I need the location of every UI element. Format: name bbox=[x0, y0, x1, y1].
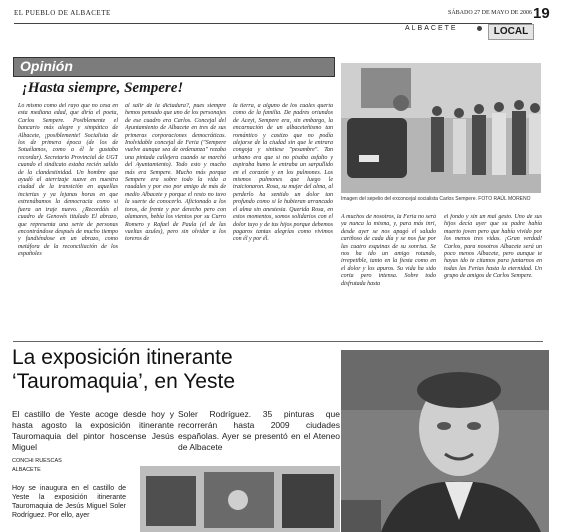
newspaper-name: EL PUEBLO DE ALBACETE bbox=[14, 9, 111, 17]
article-dek-right: Soler Rodríguez. 35 pinturas que recorrerán hasta 2009 ciudades españolas. Ayer se presentó en el Ateneo de Albacete bbox=[178, 409, 340, 452]
section-tag: LOCAL bbox=[488, 24, 534, 40]
paintings-photo bbox=[140, 466, 340, 532]
section-divider bbox=[13, 341, 543, 342]
section-bullet bbox=[477, 26, 482, 31]
article-body: Hoy se inaugura en el castillo de Yeste la exposición itinerante Tauromaquia de Jesús Miguel Soler Rodríguez. Por ello, ayer bbox=[12, 485, 126, 519]
opinion-column-4: A muchos de nosotros, la Feria no será ya nunca la misma, y, para más inri, desde ayer se nos apagó el saludo cariñoso de cada día y se nos fue por las cuatro esquinas de su sonrisa. Se nos ha ido un amigo rotundo, irrepetible, tanto en la fiesta como en el dolor y los apuros. Su vida ha sido corta pero intensa. Sobre todo disfrutada hasta bbox=[341, 214, 436, 287]
issue-date: SÁBADO 27 DE MAYO DE 2006 bbox=[448, 10, 532, 16]
opinion-column-5: el fondo y sin un mal gesto. Uno de sus hijos decía ayer que su padre había muerto joven pero que había vivido por los menos tres vidas. ¡Gran verdad! Carlos, para nosotros Albacete será un poco menos Albacete, pero aunque te hayas ido te citamos para juntarnos en todas las Ferias hasta la eternidad. Un grupo de amigos de Carlos Sempere. bbox=[444, 214, 542, 280]
painter-portrait bbox=[341, 350, 549, 532]
author-byline: CONCHI RUESCAS bbox=[12, 458, 62, 464]
opinion-title: ¡Hasta siempre, Sempere! bbox=[22, 80, 184, 96]
section-city: ALBACETE bbox=[405, 25, 458, 32]
article-headline: La exposición itinerante ‘Tauromaquia’, en Yeste bbox=[12, 346, 235, 393]
photo-caption: Imagen del sepelio del exconcejal socialista Carlos Sempere. FOTO RAÚL MORENO bbox=[341, 196, 531, 202]
opinion-column-3: la tierra, a alguno de los cuales quería como de la familia. De padres oriundos de Aceyt, Sempere era, sin embargo, la encarnación de un albaceteñismo tan romántico y castizo que no podía alejarse de la ciudad sin que le entrara congoja y sintiese "pesambre". Tan urbano era que si no pisaba asfalto y aspiraba humo le entraba un sarpullido en el corazón y en los pulmones. Los mismos pulmones que luego le traicionaron. Rosa, su mujer del alma, al perderlo ha sentido un dolor tan profundo como si le hubieran arrancado el alma sin anestesia. Querida Rosa, en estos momentos, somos solidarios con el dolor tuyo y de tus hijos porque debemos pagaros tantas alegrías como vivimos con él y por él. bbox=[233, 103, 333, 243]
opinion-column-1: Lo mismo como del rayo que no cesa en esta mediana edad, que diría el poeta, Carlos Sempere. Posiblemente el bancario más alegre y simpático de Albacete, ¡posiblemente! Socialista de los de primera época (de los de Sotuélamos, como a él le gustaba recordar). Secretario Provincial de UGT cuando el sindicato estaba recién salido de la clandestinidad. Un hombre que ayudó al aterrizaje suave en nuestra ciudad de la transición en aquellas inciertas y ya lejanas horas en que estrenábamos la democracia como si fuera un traje nuevo. ¿Recordáis el cuadro de Genovés titulado El abrazo, que representa una serie de personas encontrándose después de mucho tiempo y fundiéndose en un abrazo, como metáfora de la reconciliación de los españoles bbox=[18, 103, 118, 258]
opinion-column-2: al salir de la dictadura?, pues siempre hemos pensado que uno de los personajes de ese cuadro era Carlos. Concejal del Ayuntamiento de Albacete en tres de sus primeras corporaciones democráticas. Inolvidable concejal de Feria ("Sempere vuelve aunque sea de ordenanza" rezaba una pintada callejera cuando se marchó del Ayuntamiento). Todo esto y mucho más era Sempere. Mucho más porque Sempere era sobre todo la vida a raudales y por eso por amigo de más de medio Albacete y porque el resto no tuvo la suerte de conocerlo. Aficionado a los toros, de frente y por derecho pero con alamares, bebía los vientos por su Curro Romero y Rafael de Paula (el de las vueltas azules), pero sin olvidar a los toreros de bbox=[125, 103, 226, 243]
article-dek-left: El castillo de Yeste acoge desde hoy y hasta agosto la exposición itinerante Tauromaquia del pintor hoscense Jesús Miguel bbox=[12, 409, 174, 452]
header-rule bbox=[14, 23, 532, 24]
funeral-photo bbox=[341, 63, 541, 193]
opinion-label: Opinión bbox=[20, 58, 73, 74]
page-number: 19 bbox=[533, 5, 550, 22]
dateline-city: ALBACETE bbox=[12, 467, 41, 473]
